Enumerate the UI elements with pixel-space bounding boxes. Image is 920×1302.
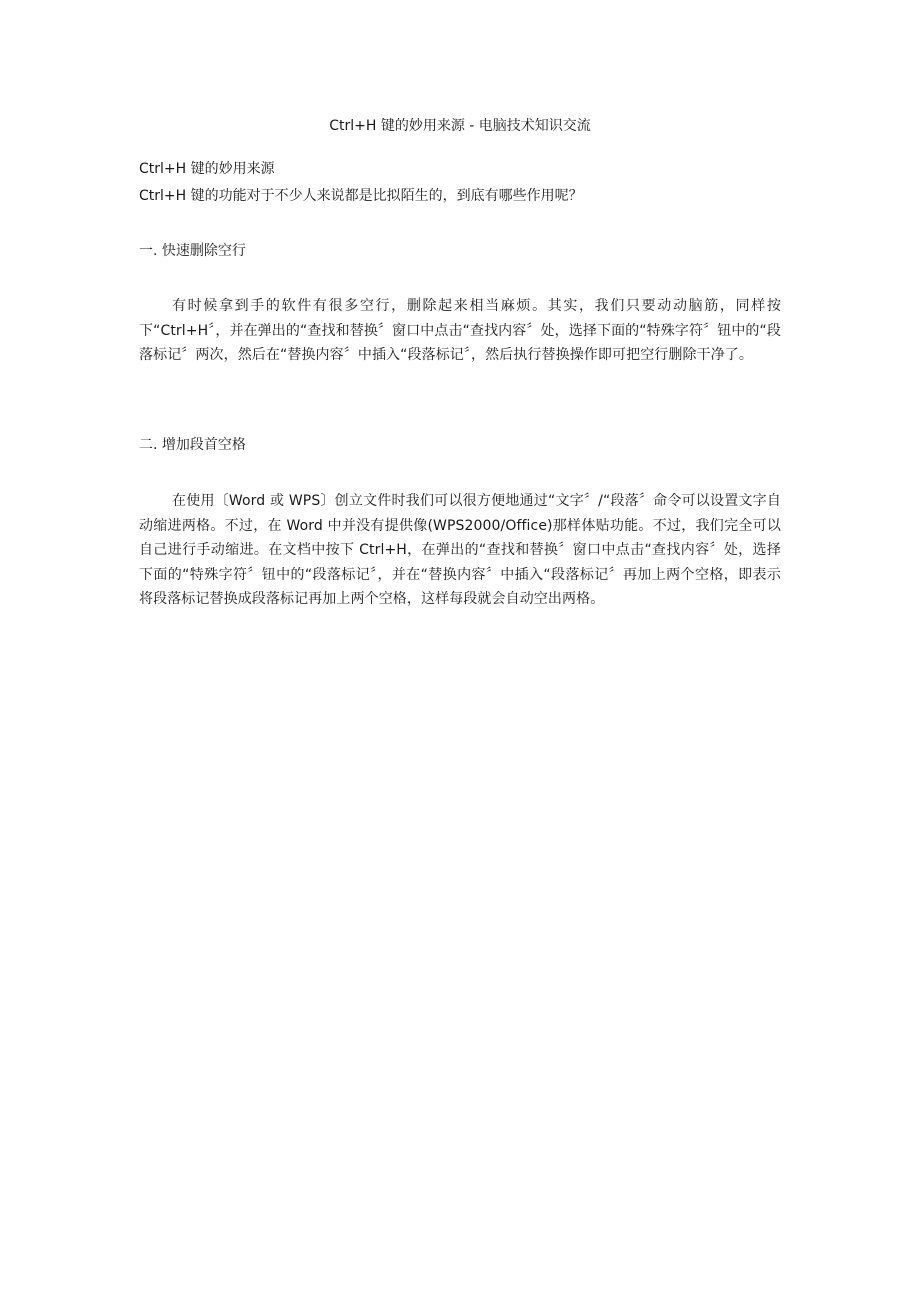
document-title: Ctrl+H 键的妙用来源 - 电脑技术知识交流 — [329, 118, 591, 134]
section-2-body: 在使用〔Word 或 WPS〕创立文件时我们可以很方便地通过“文字〞/“段落〞命令可以设置文字自动缩进两格。不过，在 Word 中并没有提供像(WPS2000/Office)那样体贴功能。不过，我们完全可以自己进行手动缩进。在文档中按下 Ctrl+H，在弹出的“查找和替换〞窗口中点击“查找内容〞处，选择下面的“特殊字符〞钮中的“段落标记〞，并在“替换内容〞中插入“段落标记〞再加上两个空格，即表示将段落标记替换成段落标记再加上两个空格，这样每段就会自动空出两格。 — [139, 493, 781, 607]
section-2-heading: 二. 增加段首空格 — [139, 437, 246, 453]
section-1-body: 有时候拿到手的软件有很多空行，删除起来相当麻烦。其实，我们只要动动脑筋，同样按下“Ctrl+H〞，并在弹出的“查找和替换〞窗口中点击“查找内容〞处，选择下面的“特殊字符〞钮中的“段落标记〞两次，然后在“替换内容〞中插入“段落标记〞，然后执行替换操作即可把空行删除干净了。 — [139, 298, 781, 363]
article-subtitle: Ctrl+H 键的妙用来源 — [139, 161, 275, 177]
section-1-heading: 一. 快速删除空行 — [139, 243, 246, 259]
article-intro: Ctrl+H 键的功能对于不少人来说都是比拟陌生的，到底有哪些作用呢？ — [139, 188, 583, 204]
